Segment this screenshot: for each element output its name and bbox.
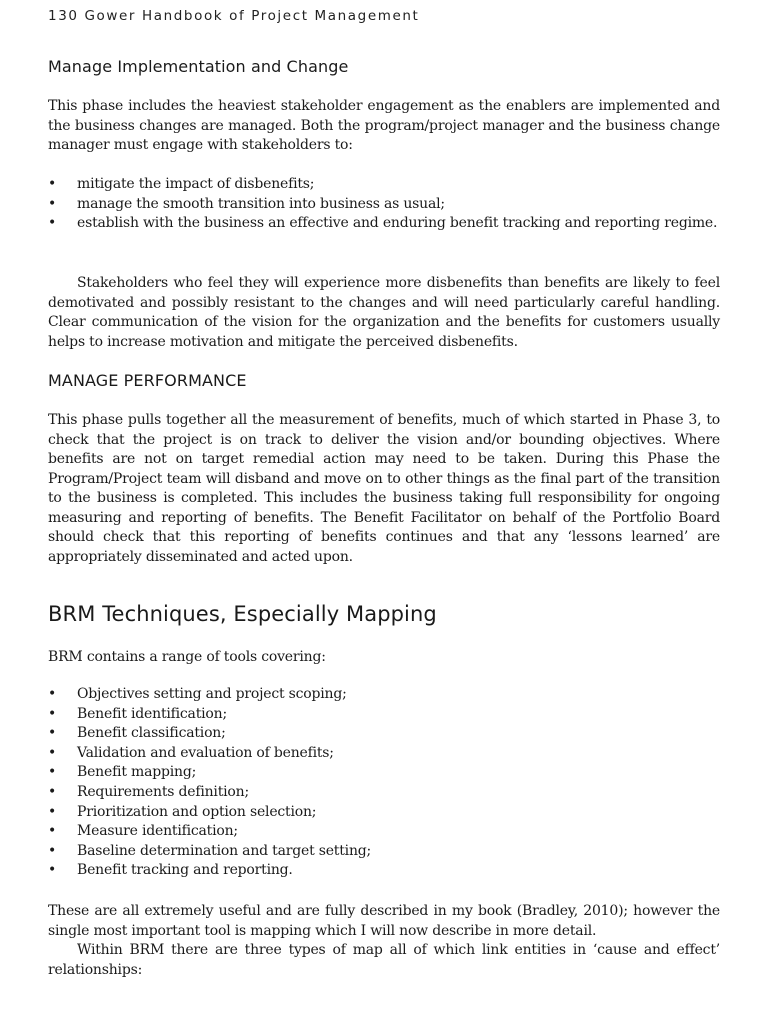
list-item: • establish with the business an effective and enduring benefit tracking and reporting regime. <box>48 214 720 234</box>
list-item: • Requirements definition; <box>48 783 720 803</box>
list-item: • Objectives setting and project scoping; <box>48 685 720 705</box>
list-item: • Baseline determination and target setting; <box>48 842 720 862</box>
list-item: • Prioritization and option selection; <box>48 803 720 823</box>
list-item: • Benefit tracking and reporting. <box>48 861 720 881</box>
bullet-icon: • <box>48 823 57 840</box>
bullet-icon: • <box>48 176 57 192</box>
list-item: • Benefit identification; <box>48 705 720 725</box>
bullet-icon: • <box>48 783 57 800</box>
list-item: • Validation and evaluation of benefits; <box>48 744 720 764</box>
subheading-manage-implementation: Manage Implementation and Change <box>48 57 349 76</box>
subheading-manage-performance: MANAGE PERFORMANCE <box>48 371 247 390</box>
paragraph-implementation-intro: This phase includes the heaviest stakeholder engagement as the enablers are implemented and the business changes are managed. Both the program/project manager and the business change manager must engage with stakeholders to: <box>48 98 720 153</box>
paragraph-brm-tools-summary: These are all extremely useful and are fully described in my book (Bradley, 2010); however the single most important tool is mapping which I will now describe in more detail. <box>48 903 720 939</box>
section-heading-brm-techniques: BRM Techniques, Especially Mapping <box>48 602 437 626</box>
bullet-icon: • <box>48 705 57 722</box>
bullet-icon: • <box>48 862 57 879</box>
running-head: 130 Gower Handbook of Project Management <box>48 8 420 24</box>
list-item: • Measure identification; <box>48 822 720 842</box>
paragraph-brm-intro: BRM contains a range of tools covering: <box>48 649 326 665</box>
bullet-icon: • <box>48 725 57 742</box>
bullet-icon: • <box>48 803 57 820</box>
bullet-icon: • <box>48 215 57 232</box>
bullet-list-implementation <box>48 175 720 234</box>
list-item: • mitigate the impact of disbenefits; <box>48 175 720 195</box>
list-item: • manage the smooth transition into business as usual; <box>48 195 720 215</box>
bullet-icon: • <box>48 764 57 781</box>
list-item: • Benefit classification; <box>48 724 720 744</box>
paragraph-brm-maps: Within BRM there are three types of map all of which link entities in ‘cause and effect’ relationships: <box>48 942 720 978</box>
bullet-icon: • <box>48 744 57 761</box>
paragraph-performance: This phase pulls together all the measurement of benefits, much of which started in Phase 3, to check that the project is on track to deliver the vision and/or bounding objectives. Where benefits are not on target remedial action may need to be taken. During this Phase the Program/Project team will disband and move on to other things as the final part of the transition to the business is completed. This includes the business taking full responsibility for ongoing measuring and reporting of benefits. The Benefit Facilitator on behalf of the Portfolio Board should check that this reporting of benefits continues and that any ‘lessons learned’ are appropriately disseminated and acted upon. <box>48 412 720 565</box>
bullet-icon: • <box>48 195 57 212</box>
bullet-icon: • <box>48 686 57 702</box>
list-item: • Benefit mapping; <box>48 763 720 783</box>
bullet-icon: • <box>48 842 57 859</box>
bullet-list-brm-tools <box>48 685 720 881</box>
paragraph-stakeholders: Stakeholders who feel they will experience more disbenefits than benefits are likely to feel demotivated and possibly resistant to the changes and will need particularly careful handling. Clear communication of the vision for the organization and the benefits for customers usually helps to increase motivation and mitigate the perceived disbenefits. <box>48 275 720 350</box>
